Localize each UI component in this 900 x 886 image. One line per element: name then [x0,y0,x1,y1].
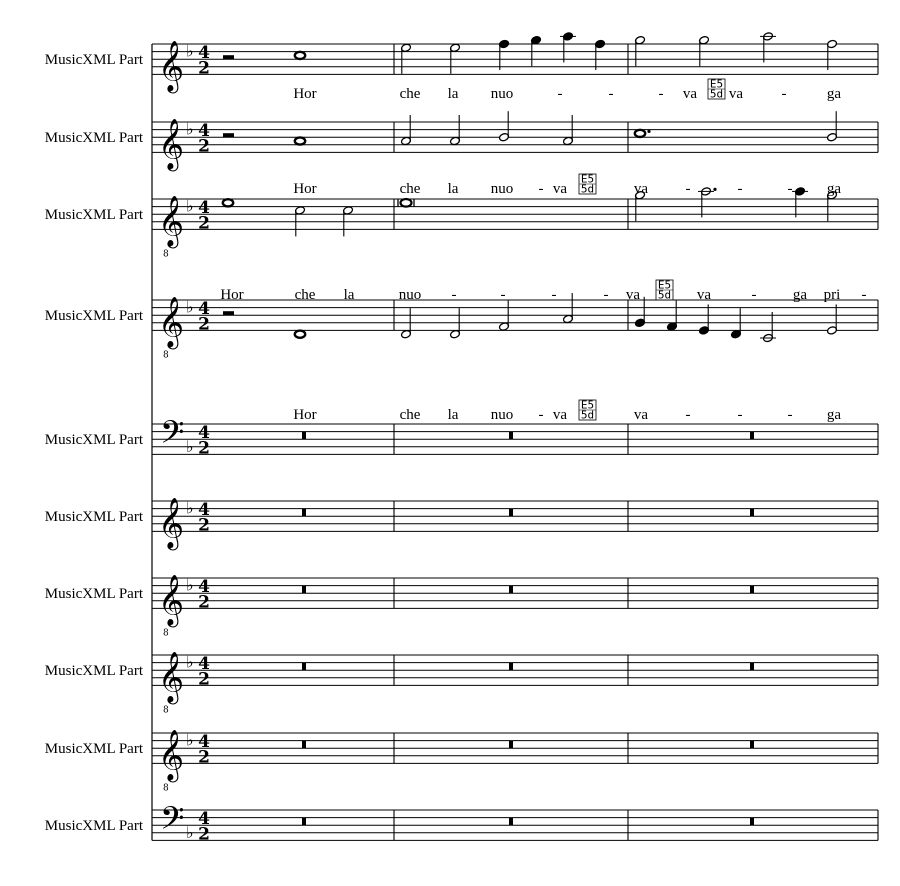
lyric-hyphen: - [787,407,793,423]
note [560,32,576,63]
note [827,304,838,335]
notehead [223,199,233,206]
lyric-hyphen: - [861,287,867,303]
lyric-syllable: va [696,287,712,303]
lyric-syllable: Hor [293,407,317,423]
flat-icon: ♭ [186,297,194,317]
lyric-syllable: Hor [293,86,317,102]
time-sig-top: 4 [198,577,210,598]
octave-8-mark: 8 [163,628,169,639]
notehead [401,199,412,207]
measure-rest [302,741,306,749]
measure-rest [302,432,306,440]
note [223,199,233,206]
lyric-hyphen: - [603,287,609,303]
lyric-syllable: nuo [398,287,422,303]
lyric-syllable: va [625,287,641,303]
part-label: MusicXML Part [44,509,143,526]
bass-clef-icon: 𝄢 [160,799,185,844]
measure-rest [509,586,513,594]
glyph-code-top: E5 [709,77,724,91]
octave-8-mark: 8 [163,705,169,716]
treble-clef-icon: 𝄞 [158,40,185,92]
note [295,52,305,59]
time-sig-top: 4 [198,43,210,64]
measure-rest [302,818,306,826]
octave-8-mark: 8 [163,350,169,361]
part-label: MusicXML Part [44,741,143,758]
part-label: MusicXML Part [44,52,143,69]
lyric-hyphen: - [737,407,743,423]
part-label: MusicXML Part [44,586,143,603]
treble-clef-icon: 𝄞 [158,497,185,549]
staff [45,296,878,360]
measure-rest [302,586,306,594]
lyric-hyphen: - [451,287,457,303]
octave-8-mark: 8 [163,783,169,794]
lyric-hyphen: - [685,407,691,423]
measure-rest [750,741,754,749]
lyric-hyphen: - [557,86,563,102]
note [699,304,710,335]
flat-icon: ♭ [186,436,194,456]
note [792,187,808,218]
glyph-code-bottom: 5d [580,182,595,196]
time-sig-bottom: 2 [198,747,210,768]
staff [45,40,878,93]
time-sig-top: 4 [198,732,210,753]
lyric-syllable: va [728,86,744,102]
note [401,43,412,74]
lyric-syllable: che [399,181,421,197]
time-sig-top: 4 [198,198,210,219]
note [731,308,742,339]
lyric-hyphen: - [658,86,664,102]
measure-rest [509,509,513,517]
lyric-syllable: che [294,287,316,303]
flat-icon: ♭ [186,196,194,216]
notehead [295,137,305,144]
lyric-syllable: ga [826,181,842,197]
lyric-syllable: la [447,181,459,197]
lyric-syllable: nuo [490,407,514,423]
unknown-char-glyph [708,78,725,101]
note [563,115,574,146]
notehead [635,130,645,137]
lyric-syllable: va [552,407,568,423]
lyric-syllable: pri [823,287,841,303]
note [295,137,305,144]
note [450,115,461,146]
note [295,206,306,237]
note [563,293,574,324]
time-sig-bottom: 2 [198,592,210,613]
note [398,199,414,207]
octave-8-mark: 8 [163,249,169,260]
notehead [295,52,305,59]
staff [45,195,878,259]
time-sig-top: 4 [198,809,210,830]
note [499,39,510,70]
lyric-syllable: nuo [490,181,514,197]
time-sig-top: 4 [198,121,210,142]
lyric-hyphen: - [608,86,614,102]
time-sig-bottom: 2 [198,58,210,79]
lyric-syllable: la [447,86,459,102]
time-sig-top: 4 [198,654,210,675]
note [827,39,838,70]
lyric-hyphen: - [751,287,757,303]
flat-icon: ♭ [186,498,194,518]
lyric-syllable: che [399,407,421,423]
flat-icon: ♭ [186,41,194,61]
dot [647,130,650,133]
treble-clef-icon: 𝄞 [158,118,185,170]
note [595,39,606,70]
lyric-hyphen: - [538,181,544,197]
time-sig-bottom: 2 [198,438,210,459]
measure-rest [750,509,754,517]
half-rest [223,133,234,137]
lyric-hyphen: - [551,287,557,303]
lyric-syllable: nuo [490,86,514,102]
lyric-hyphen: - [787,181,793,197]
glyph-code-top: E5 [657,278,672,292]
lyric-hyphen: - [781,86,787,102]
note [531,36,542,67]
note [401,115,412,146]
measure-rest [509,663,513,671]
staves-layer [45,32,878,845]
staff [45,729,878,793]
staff [45,118,878,171]
note [450,308,461,339]
time-sig-top: 4 [198,299,210,320]
part-label: MusicXML Part [44,207,143,224]
part-label: MusicXML Part [44,432,143,449]
glyph-code-top: E5 [580,172,595,186]
lyric-syllable: la [447,407,459,423]
lyric-hyphen: - [737,181,743,197]
treble-clef-icon: 𝄞 [158,574,185,626]
time-sig-top: 4 [198,500,210,521]
treble-clef-icon: 𝄞 [158,296,185,348]
measure-rest [750,818,754,826]
glyph-code-bottom: 5d [580,408,595,422]
lyric-syllable: la [343,287,355,303]
note [635,130,651,137]
notehead [295,331,305,338]
flat-icon: ♭ [186,730,194,750]
treble-clef-icon: 𝄞 [158,195,185,247]
note [499,111,510,142]
lyric-syllable: va [552,181,568,197]
lyric-syllable: Hor [293,181,317,197]
measure-rest [509,432,513,440]
lyric-hyphen: - [685,181,691,197]
flat-icon: ♭ [186,575,194,595]
flat-icon: ♭ [186,119,194,139]
part-label: MusicXML Part [44,663,143,680]
time-sig-bottom: 2 [198,136,210,157]
note [667,301,678,332]
half-rest [223,311,234,315]
time-sig-bottom: 2 [198,824,210,845]
time-sig-top: 4 [198,423,210,444]
lyric-syllable: va [682,86,698,102]
part-label: MusicXML Part [44,818,143,835]
measure-rest [750,432,754,440]
measure-rest [509,741,513,749]
staff [45,651,878,715]
measure-rest [509,818,513,826]
time-sig-bottom: 2 [198,314,210,335]
lyric-syllable: va [633,407,649,423]
unknown-char-glyph [579,173,596,196]
unknown-char-glyph [656,279,673,302]
dot [713,188,716,191]
flat-icon: ♭ [186,822,194,842]
time-sig-bottom: 2 [198,515,210,536]
bass-clef-icon: 𝄢 [160,413,185,458]
measure-rest [750,586,754,594]
note [760,312,776,343]
lyric-syllable: ga [826,407,842,423]
note [401,308,412,339]
note [699,36,710,67]
measure-rest [750,663,754,671]
unknown-char-glyph [579,399,596,422]
note [295,331,305,338]
half-rest [223,55,234,59]
time-sig-bottom: 2 [198,213,210,234]
flat-icon: ♭ [186,652,194,672]
treble-clef-icon: 𝄞 [158,651,185,703]
lyric-hyphen: - [500,287,506,303]
glyph-code-bottom: 5d [657,288,672,302]
treble-clef-icon: 𝄞 [158,729,185,781]
measure-rest [302,663,306,671]
note [698,187,717,218]
part-label: MusicXML Part [44,130,143,147]
lyric-hyphen: - [538,407,544,423]
lyric-syllable: che [399,86,421,102]
glyph-code-bottom: 5d [709,87,724,101]
note [760,32,776,63]
lyric-syllable: ga [826,86,842,102]
measure-rest [302,509,306,517]
part-label: MusicXML Part [44,308,143,325]
staff [45,574,878,638]
lyric-syllable: va [633,181,649,197]
note [827,111,838,142]
note [343,206,354,237]
glyph-code-top: E5 [580,398,595,412]
note [499,301,510,332]
time-sig-bottom: 2 [198,669,210,690]
staff [45,497,878,550]
note [635,36,646,67]
lyric-syllable: Hor [220,287,244,303]
lyric-syllable: ga [792,287,808,303]
note [450,43,461,74]
